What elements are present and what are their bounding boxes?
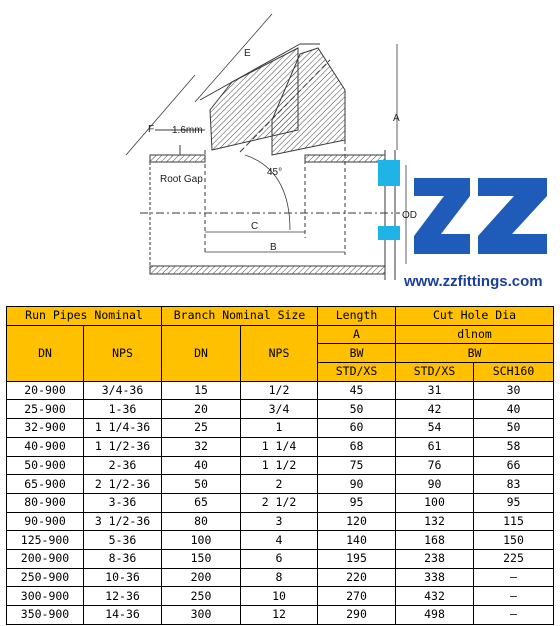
logo-cyan-accent-lower	[378, 226, 400, 240]
spec-table	[6, 306, 554, 625]
cell-branch-dn: 25	[162, 419, 241, 438]
header-run-pipes: Run Pipes Nominal	[7, 307, 162, 326]
cell-hole-std-xs: 498	[396, 606, 474, 625]
cell-branch-dn: 80	[162, 512, 241, 531]
cell-run-nps: 1 1/4-36	[84, 419, 162, 438]
cell-hole-sch160: –	[474, 606, 554, 625]
cell-branch-nps: 1/2	[241, 381, 318, 400]
cell-hole-std-xs: 31	[396, 381, 474, 400]
cell-run-dn: 350-900	[7, 606, 84, 625]
table-body	[7, 381, 554, 624]
cell-branch-dn: 150	[162, 549, 241, 568]
table-row	[7, 606, 554, 625]
cell-run-dn: 65-900	[7, 475, 84, 494]
header-branch-dn: DN	[162, 325, 241, 381]
cell-run-dn: 125-900	[7, 531, 84, 550]
cell-run-dn: 250-900	[7, 568, 84, 587]
table-row	[7, 475, 554, 494]
cell-length-a: 290	[318, 606, 396, 625]
cell-branch-nps: 12	[241, 606, 318, 625]
cell-run-dn: 200-900	[7, 549, 84, 568]
cell-length-a: 270	[318, 587, 396, 606]
cell-run-nps: 5-36	[84, 531, 162, 550]
label-angle: 45°	[267, 167, 283, 178]
cell-length-a: 68	[318, 437, 396, 456]
cell-run-nps: 1-36	[84, 400, 162, 419]
table-row	[7, 531, 554, 550]
label-od: OD	[402, 210, 417, 221]
cell-branch-nps: 2 1/2	[241, 493, 318, 512]
cell-branch-dn: 200	[162, 568, 241, 587]
cell-length-a: 95	[318, 493, 396, 512]
cell-hole-sch160: 95	[474, 493, 554, 512]
cell-run-dn: 40-900	[7, 437, 84, 456]
header-std-xs-hole: STD/XS	[396, 363, 474, 382]
cell-branch-nps: 1 1/2	[241, 456, 318, 475]
header-branch-size: Branch Nominal Size	[162, 307, 318, 326]
label-f: F	[148, 124, 155, 135]
cell-hole-sch160: 150	[474, 531, 554, 550]
table-row	[7, 456, 554, 475]
cell-run-dn: 20-900	[7, 381, 84, 400]
cell-hole-sch160: 30	[474, 381, 554, 400]
dimension-lines	[126, 14, 406, 264]
cell-branch-dn: 32	[162, 437, 241, 456]
logo-cyan-accent	[378, 160, 400, 186]
table-row	[7, 419, 554, 438]
cell-length-a: 60	[318, 419, 396, 438]
header-std-xs-length: STD/XS	[318, 363, 396, 382]
cell-length-a: 220	[318, 568, 396, 587]
cell-run-nps: 3 1/2-36	[84, 512, 162, 531]
cell-hole-std-xs: 238	[396, 549, 474, 568]
cell-hole-std-xs: 61	[396, 437, 474, 456]
branch-pipe	[155, 44, 345, 255]
logo-z-left	[414, 178, 470, 254]
lateral-tee-diagram	[0, 0, 560, 302]
cell-run-dn: 25-900	[7, 400, 84, 419]
cell-hole-sch160: 66	[474, 456, 554, 475]
table-row	[7, 381, 554, 400]
cell-hole-sch160: 58	[474, 437, 554, 456]
brand-logo	[378, 160, 547, 290]
cell-hole-sch160: 225	[474, 549, 554, 568]
cell-run-nps: 3/4-36	[84, 381, 162, 400]
cell-run-nps: 3-36	[84, 493, 162, 512]
cell-run-nps: 2 1/2-36	[84, 475, 162, 494]
cell-run-dn: 90-900	[7, 512, 84, 531]
cell-branch-dn: 100	[162, 531, 241, 550]
cell-run-dn: 80-900	[7, 493, 84, 512]
cell-length-a: 45	[318, 381, 396, 400]
cell-branch-nps: 4	[241, 531, 318, 550]
table-row	[7, 512, 554, 531]
logo-z-right	[478, 178, 547, 254]
cell-branch-dn: 250	[162, 587, 241, 606]
cell-hole-std-xs: 432	[396, 587, 474, 606]
cell-length-a: 75	[318, 456, 396, 475]
cell-run-nps: 10-36	[84, 568, 162, 587]
cell-run-dn: 300-900	[7, 587, 84, 606]
label-b: B	[270, 242, 277, 253]
cell-branch-dn: 40	[162, 456, 241, 475]
cell-run-nps: 14-36	[84, 606, 162, 625]
cell-branch-dn: 20	[162, 400, 241, 419]
cell-hole-sch160: 50	[474, 419, 554, 438]
table-row	[7, 568, 554, 587]
header-bw-hole: BW	[396, 344, 554, 363]
header-run-nps: NPS	[84, 325, 162, 381]
cell-hole-std-xs: 90	[396, 475, 474, 494]
header-bw-length: BW	[318, 344, 396, 363]
header-dlnom: dlnom	[396, 325, 554, 344]
cell-hole-sch160: –	[474, 568, 554, 587]
cell-branch-dn: 300	[162, 606, 241, 625]
label-a: A	[393, 113, 400, 124]
table-row	[7, 437, 554, 456]
cell-length-a: 50	[318, 400, 396, 419]
table-header	[7, 307, 554, 382]
cell-branch-nps: 3	[241, 512, 318, 531]
cell-length-a: 90	[318, 475, 396, 494]
cell-hole-sch160: –	[474, 587, 554, 606]
label-e: E	[244, 48, 251, 59]
cell-branch-dn: 15	[162, 381, 241, 400]
header-sch160: SCH160	[474, 363, 554, 382]
cell-run-nps: 8-36	[84, 549, 162, 568]
cell-branch-nps: 2	[241, 475, 318, 494]
label-c: C	[251, 221, 259, 232]
cell-length-a: 140	[318, 531, 396, 550]
table-row	[7, 587, 554, 606]
cell-branch-dn: 50	[162, 475, 241, 494]
cell-run-nps: 1 1/2-36	[84, 437, 162, 456]
cell-hole-std-xs: 338	[396, 568, 474, 587]
cell-length-a: 195	[318, 549, 396, 568]
cell-branch-nps: 8	[241, 568, 318, 587]
cell-hole-sch160: 115	[474, 512, 554, 531]
table-row	[7, 549, 554, 568]
cell-hole-std-xs: 168	[396, 531, 474, 550]
header-run-dn: DN	[7, 325, 84, 381]
cell-hole-std-xs: 42	[396, 400, 474, 419]
label-gap-size: 1.6mm	[172, 125, 203, 136]
cell-run-dn: 50-900	[7, 456, 84, 475]
cell-branch-nps: 1	[241, 419, 318, 438]
header-branch-nps: NPS	[241, 325, 318, 381]
technical-drawing	[0, 0, 560, 302]
cell-branch-nps: 10	[241, 587, 318, 606]
header-length: Length	[318, 307, 396, 326]
cell-branch-dn: 65	[162, 493, 241, 512]
cell-run-nps: 12-36	[84, 587, 162, 606]
cell-branch-nps: 6	[241, 549, 318, 568]
cell-hole-sch160: 40	[474, 400, 554, 419]
cell-branch-nps: 1 1/4	[241, 437, 318, 456]
cell-hole-std-xs: 132	[396, 512, 474, 531]
header-a: A	[318, 325, 396, 344]
cell-run-dn: 32-900	[7, 419, 84, 438]
label-root-gap: Root Gap	[160, 174, 203, 185]
cell-run-nps: 2-36	[84, 456, 162, 475]
table-row	[7, 493, 554, 512]
cell-hole-std-xs: 76	[396, 456, 474, 475]
logo-url: www.zzfittings.com	[404, 273, 543, 290]
cell-branch-nps: 3/4	[241, 400, 318, 419]
header-cut-hole: Cut Hole Dia	[396, 307, 554, 326]
cell-hole-std-xs: 100	[396, 493, 474, 512]
cell-hole-sch160: 83	[474, 475, 554, 494]
table-row	[7, 400, 554, 419]
cell-length-a: 120	[318, 512, 396, 531]
cell-hole-std-xs: 54	[396, 419, 474, 438]
